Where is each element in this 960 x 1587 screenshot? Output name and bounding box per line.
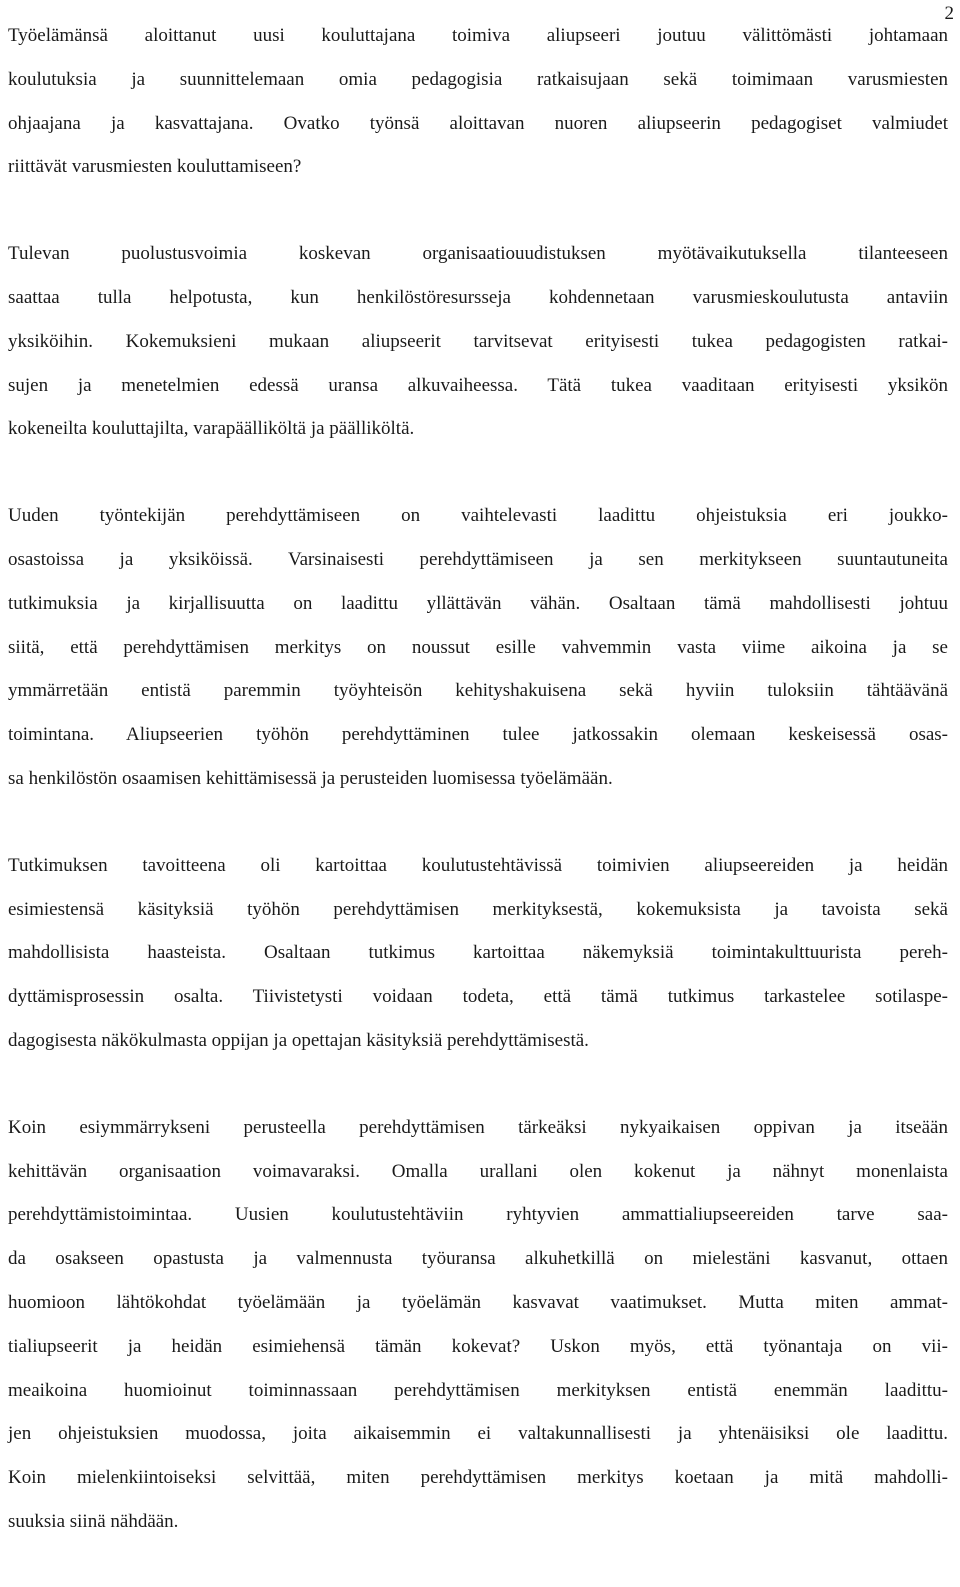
paragraph: [8, 494, 948, 801]
text-line: toimintana. Aliupseerien työhön perehdyttäminen tulee jatkossakin olemaan keskeisessä osas-: [8, 724, 948, 746]
text-line: kehittävän organisaation voimavaraksi. Omalla urallani olen kokenut ja nähnyt monenlaista: [8, 1160, 948, 1182]
text-line: Koin mielenkiintoiseksi selvittää, miten perehdyttämisen merkitys koetaan ja mitä mahdolli-: [8, 1467, 948, 1489]
paragraph: [8, 14, 948, 189]
text-line: Koin esiymmärrykseni perusteella perehdyttämisen tärkeäksi nykyaikaisen oppivan ja itseään: [8, 1116, 948, 1138]
text-line: mahdollisista haasteista. Osaltaan tutkimus kartoittaa näkemyksiä toimintakulttuurista pereh-: [8, 942, 948, 964]
text-line: da osakseen opastusta ja valmennusta työuransa alkuhetkillä on mielestäni kasvanut, ottaen: [8, 1248, 948, 1270]
text-line: sa henkilöstön osaamisen kehittämisessä ja perusteiden luomisessa työelämään.: [8, 767, 613, 789]
text-line: saattaa tulla helpotusta, kun henkilöstöresursseja kohdennetaan varusmieskoulutusta antaviin: [8, 286, 948, 308]
text-line: suuksia siinä nähdään.: [8, 1510, 179, 1532]
paragraph: [8, 232, 948, 451]
text-line: Uuden työntekijän perehdyttämiseen on vaihtelevasti laadittu ohjeistuksia eri joukko-: [8, 505, 948, 527]
text-line: esimiestensä käsityksiä työhön perehdyttämisen merkityksestä, kokemuksista ja tavoista sekä: [8, 898, 948, 920]
text-line: dagogisesta näkökulmasta oppijan ja opettajan käsityksiä perehdyttämisestä.: [8, 1029, 589, 1051]
text-line: koulutuksia ja suunnittelemaan omia pedagogisia ratkaisujaan sekä toimimaan varusmiesten: [8, 68, 948, 90]
text-line: Tutkimuksen tavoitteena oli kartoittaa koulutustehtävissä toimivien aliupseereiden ja heidän: [8, 854, 948, 876]
text-line: riittävät varusmiesten kouluttamiseen?: [8, 156, 302, 178]
text-line: ymmärretään entistä paremmin työyhteisön kehityshakuisena sekä hyviin tuloksiin tähtäävänä: [8, 680, 948, 702]
text-line: yksiköihin. Kokemuksieni mukaan aliupseerit tarvitsevat erityisesti tukea pedagogisten ratkai-: [8, 330, 948, 352]
text-line: tutkimuksia ja kirjallisuutta on laadittu yllättävän vähän. Osaltaan tämä mahdollisesti johtuu: [8, 592, 948, 614]
text-line: Työelämänsä aloittanut uusi kouluttajana toimiva aliupseeri joutuu välittömästi johtamaan: [8, 25, 948, 46]
text-line: siitä, että perehdyttämisen merkitys on noussut esille vahvemmin vasta viime aikoina ja se: [8, 636, 948, 658]
text-line: meaikoina huomioinut toiminnassaan perehdyttämisen merkityksen entistä enemmän laadittu-: [8, 1379, 948, 1401]
text-line: osastoissa ja yksiköissä. Varsinaisesti perehdyttämiseen ja sen merkitykseen suuntautuneita: [8, 548, 948, 570]
body-text: [8, 14, 948, 1587]
text-line: kokeneilta kouluttajilta, varapäälliköltä ja päälliköltä.: [8, 418, 415, 440]
text-line: jen ohjeistuksien muodossa, joita aikaisemmin ei valtakunnallisesti ja yhtenäisiksi ole laadittu.: [8, 1423, 948, 1445]
text-line: ohjaajana ja kasvattajana. Ovatko työnsä aloittavan nuoren aliupseerin pedagogiset valmiudet: [8, 112, 948, 134]
text-line: huomioon lähtökohdat työelämään ja työelämän kasvavat vaatimukset. Mutta miten ammat-: [8, 1291, 948, 1313]
text-line: dyttämisprosessin osalta. Tiivistetysti voidaan todeta, että tämä tutkimus tarkastelee sotilaspe-: [8, 986, 948, 1008]
text-line: Tulevan puolustusvoimia koskevan organisaatiouudistuksen myötävaikutuksella tilanteeseen: [8, 243, 948, 265]
text-line: sujen ja menetelmien edessä uransa alkuvaiheessa. Tätä tukea vaaditaan erityisesti yksikön: [8, 374, 948, 396]
paragraph: [8, 1106, 948, 1544]
page-number: 2: [944, 3, 954, 24]
text-line: perehdyttämistoimintaa. Uusien koulutustehtäviin ryhtyvien ammattialiupseereiden tarve saa-: [8, 1204, 948, 1226]
paragraph: [8, 844, 948, 1063]
text-line: tialiupseerit ja heidän esimiehensä tämän kokevat? Uskon myös, että työnantaja on vii-: [8, 1335, 948, 1357]
